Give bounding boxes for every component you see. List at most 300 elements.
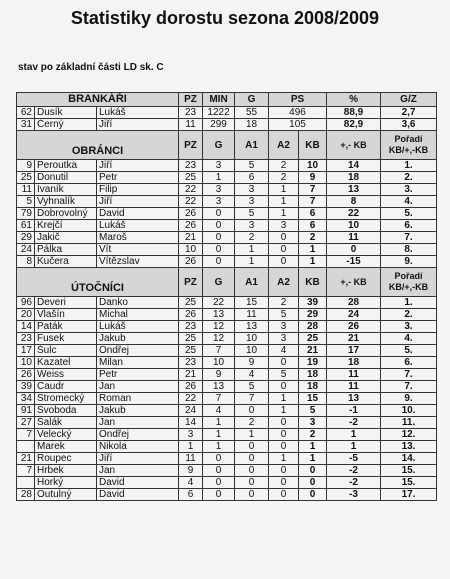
- save-percentage: 82,9: [327, 119, 381, 131]
- points: 1: [299, 256, 327, 268]
- rank: 4.: [381, 196, 437, 208]
- player-first-name: Jan: [97, 465, 179, 477]
- first-assists: 6: [235, 172, 269, 184]
- points: 29: [299, 309, 327, 321]
- column-header: Pořadí KB/+,-KB: [381, 131, 437, 160]
- first-assists: 5: [235, 381, 269, 393]
- forward-row: [17, 405, 437, 417]
- jersey-number: 62: [17, 107, 35, 119]
- points: 0: [299, 465, 327, 477]
- statistics-table: [16, 92, 437, 501]
- player-first-name: Vít: [97, 244, 179, 256]
- goals: 7: [203, 345, 235, 357]
- defender-row: [17, 220, 437, 232]
- saves: 105: [269, 119, 327, 131]
- plus-minus: -5: [327, 453, 381, 465]
- player-first-name: Ondřej: [97, 429, 179, 441]
- second-assists: 0: [269, 381, 299, 393]
- goals-per-game: 3,6: [381, 119, 437, 131]
- games-played: 6: [179, 489, 203, 501]
- jersey-number: 21: [17, 453, 35, 465]
- second-assists: 1: [269, 453, 299, 465]
- save-percentage: 88,9: [327, 107, 381, 119]
- rank: 1.: [381, 160, 437, 172]
- column-header: A2: [269, 268, 299, 297]
- rank: 8.: [381, 244, 437, 256]
- jersey-number: [17, 477, 35, 489]
- points: 10: [299, 160, 327, 172]
- games-played: 26: [179, 220, 203, 232]
- jersey-number: 79: [17, 208, 35, 220]
- player-first-name: Jan: [97, 417, 179, 429]
- plus-minus: 1: [327, 429, 381, 441]
- column-header: G: [203, 268, 235, 297]
- player-first-name: Petr: [97, 369, 179, 381]
- goals: 0: [203, 489, 235, 501]
- rank: 6.: [381, 220, 437, 232]
- column-header: A1: [235, 268, 269, 297]
- rank: 10.: [381, 405, 437, 417]
- jersey-number: 11: [17, 184, 35, 196]
- defender-row: [17, 184, 437, 196]
- forward-row: [17, 417, 437, 429]
- column-header: PS: [269, 93, 327, 107]
- column-header: G/Z: [381, 93, 437, 107]
- goals: 3: [203, 160, 235, 172]
- forward-row: [17, 477, 437, 489]
- player-surname: Černý: [35, 119, 97, 131]
- jersey-number: 23: [17, 333, 35, 345]
- plus-minus: 22: [327, 208, 381, 220]
- points: 6: [299, 208, 327, 220]
- games-played: 24: [179, 405, 203, 417]
- player-first-name: Vítězslav: [97, 256, 179, 268]
- second-assists: 0: [269, 232, 299, 244]
- second-assists: 1: [269, 196, 299, 208]
- player-first-name: Lukáš: [97, 220, 179, 232]
- player-first-name: Nikola: [97, 441, 179, 453]
- player-surname: Krejčí: [35, 220, 97, 232]
- player-first-name: Maroš: [97, 232, 179, 244]
- goals: 0: [203, 256, 235, 268]
- goals: 1: [203, 417, 235, 429]
- plus-minus: 17: [327, 345, 381, 357]
- goals: 0: [203, 220, 235, 232]
- player-surname: Dusík: [35, 107, 97, 119]
- player-first-name: Jiří: [97, 160, 179, 172]
- player-surname: Outulný: [35, 489, 97, 501]
- goals: 9: [203, 369, 235, 381]
- minutes: 1222: [203, 107, 235, 119]
- plus-minus: 13: [327, 393, 381, 405]
- forward-row: [17, 381, 437, 393]
- points: 25: [299, 333, 327, 345]
- first-assists: 0: [235, 465, 269, 477]
- defender-row: [17, 232, 437, 244]
- points: 6: [299, 220, 327, 232]
- plus-minus: 18: [327, 357, 381, 369]
- column-header: +,- KB: [327, 268, 381, 297]
- rank: 4.: [381, 333, 437, 345]
- rank: 15.: [381, 465, 437, 477]
- player-surname: Donutil: [35, 172, 97, 184]
- goals: 3: [203, 196, 235, 208]
- player-surname: Hrbek: [35, 465, 97, 477]
- jersey-number: 27: [17, 417, 35, 429]
- player-first-name: Ondřej: [97, 345, 179, 357]
- forward-row: [17, 345, 437, 357]
- forwards-section-title: ÚTOČNÍCI: [17, 268, 179, 297]
- goals: 7: [203, 393, 235, 405]
- first-assists: 3: [235, 220, 269, 232]
- second-assists: 5: [269, 309, 299, 321]
- first-assists: 3: [235, 184, 269, 196]
- points: 0: [299, 477, 327, 489]
- plus-minus: 28: [327, 297, 381, 309]
- first-assists: 15: [235, 297, 269, 309]
- games-played: 21: [179, 232, 203, 244]
- points: 5: [299, 405, 327, 417]
- goals: 22: [203, 297, 235, 309]
- games-played: 21: [179, 369, 203, 381]
- games-played: 25: [179, 297, 203, 309]
- goals: 12: [203, 321, 235, 333]
- goals: 0: [203, 208, 235, 220]
- defenders-section: [17, 131, 437, 268]
- plus-minus: -3: [327, 489, 381, 501]
- first-assists: 1: [235, 429, 269, 441]
- jersey-number: 34: [17, 393, 35, 405]
- jersey-number: 7: [17, 429, 35, 441]
- defender-row: [17, 160, 437, 172]
- saves: 496: [269, 107, 327, 119]
- second-assists: 0: [269, 357, 299, 369]
- plus-minus: -2: [327, 477, 381, 489]
- defenders-header-row: [17, 131, 437, 160]
- points: 39: [299, 297, 327, 309]
- first-assists: 13: [235, 321, 269, 333]
- rank: 17.: [381, 489, 437, 501]
- jersey-number: 91: [17, 405, 35, 417]
- column-header: KB: [299, 268, 327, 297]
- plus-minus: 26: [327, 321, 381, 333]
- second-assists: 3: [269, 220, 299, 232]
- points: 3: [299, 417, 327, 429]
- column-header: A2: [269, 131, 299, 160]
- player-first-name: David: [97, 489, 179, 501]
- goals-per-game: 2,7: [381, 107, 437, 119]
- second-assists: 1: [269, 405, 299, 417]
- second-assists: 2: [269, 297, 299, 309]
- forward-row: [17, 393, 437, 405]
- rank: 7.: [381, 369, 437, 381]
- goalkeepers-header-row: [17, 93, 437, 107]
- player-surname: Vlašín: [35, 309, 97, 321]
- forwards-header-row: [17, 268, 437, 297]
- goals: 13: [203, 381, 235, 393]
- second-assists: 0: [269, 429, 299, 441]
- rank: 12.: [381, 429, 437, 441]
- points: 0: [299, 489, 327, 501]
- games-played: 26: [179, 309, 203, 321]
- points: 1: [299, 441, 327, 453]
- second-assists: 0: [269, 244, 299, 256]
- first-assists: 4: [235, 369, 269, 381]
- player-surname: Fusek: [35, 333, 97, 345]
- second-assists: 0: [269, 256, 299, 268]
- points: 7: [299, 184, 327, 196]
- plus-minus: 11: [327, 369, 381, 381]
- goalkeepers-section: [17, 93, 437, 131]
- player-first-name: Lukáš: [97, 107, 179, 119]
- games-played: 22: [179, 393, 203, 405]
- jersey-number: 25: [17, 172, 35, 184]
- games-played: 23: [179, 107, 203, 119]
- plus-minus: 8: [327, 196, 381, 208]
- rank: 5.: [381, 345, 437, 357]
- plus-minus: -2: [327, 465, 381, 477]
- points: 7: [299, 196, 327, 208]
- jersey-number: 96: [17, 297, 35, 309]
- column-header: KB: [299, 131, 327, 160]
- page-title: Statistiky dorostu sezona 2008/2009: [70, 8, 380, 28]
- forward-row: [17, 429, 437, 441]
- jersey-number: 24: [17, 244, 35, 256]
- rank: 15.: [381, 477, 437, 489]
- column-header: PZ: [179, 131, 203, 160]
- first-assists: 10: [235, 345, 269, 357]
- first-assists: 10: [235, 333, 269, 345]
- player-surname: Stromecký: [35, 393, 97, 405]
- second-assists: 5: [269, 369, 299, 381]
- rank: 2.: [381, 309, 437, 321]
- games-played: 1: [179, 441, 203, 453]
- goals: 1: [203, 441, 235, 453]
- jersey-number: 9: [17, 160, 35, 172]
- first-assists: 2: [235, 417, 269, 429]
- second-assists: 2: [269, 172, 299, 184]
- first-assists: 1: [235, 256, 269, 268]
- forward-row: [17, 453, 437, 465]
- second-assists: 1: [269, 393, 299, 405]
- player-first-name: Jiří: [97, 453, 179, 465]
- points: 2: [299, 429, 327, 441]
- goals: 4: [203, 405, 235, 417]
- player-surname: Marek: [35, 441, 97, 453]
- player-surname: Svoboda: [35, 405, 97, 417]
- player-first-name: Lukáš: [97, 321, 179, 333]
- points: 1: [299, 453, 327, 465]
- forward-row: [17, 369, 437, 381]
- jersey-number: 39: [17, 381, 35, 393]
- player-first-name: Michal: [97, 309, 179, 321]
- player-surname: Velecký: [35, 429, 97, 441]
- forward-row: [17, 309, 437, 321]
- plus-minus: 13: [327, 184, 381, 196]
- forward-row: [17, 465, 437, 477]
- defender-row: [17, 244, 437, 256]
- points: 9: [299, 172, 327, 184]
- points: 19: [299, 357, 327, 369]
- player-surname: Jakič: [35, 232, 97, 244]
- games-played: 11: [179, 453, 203, 465]
- second-assists: 0: [269, 489, 299, 501]
- forward-row: [17, 297, 437, 309]
- player-first-name: Danko: [97, 297, 179, 309]
- goals: 1: [203, 172, 235, 184]
- player-surname: Weiss: [35, 369, 97, 381]
- goals: 0: [203, 232, 235, 244]
- goals: 0: [203, 477, 235, 489]
- forward-row: [17, 357, 437, 369]
- jersey-number: 17: [17, 345, 35, 357]
- games-played: 26: [179, 208, 203, 220]
- column-header: G: [235, 93, 269, 107]
- points: 2: [299, 232, 327, 244]
- column-header: Pořadí KB/+,-KB: [381, 268, 437, 297]
- player-first-name: David: [97, 477, 179, 489]
- jersey-number: 10: [17, 357, 35, 369]
- player-surname: Ivaník: [35, 184, 97, 196]
- player-first-name: Petr: [97, 172, 179, 184]
- points: 28: [299, 321, 327, 333]
- games-played: 14: [179, 417, 203, 429]
- games-played: 25: [179, 172, 203, 184]
- player-surname: Peroutka: [35, 160, 97, 172]
- player-first-name: Jiří: [97, 196, 179, 208]
- player-first-name: David: [97, 208, 179, 220]
- first-assists: 3: [235, 196, 269, 208]
- column-header: G: [203, 131, 235, 160]
- games-played: 25: [179, 345, 203, 357]
- jersey-number: 14: [17, 321, 35, 333]
- goals: 0: [203, 244, 235, 256]
- page-subtitle: stav po základní části LD sk. C: [18, 62, 164, 73]
- column-header: %: [327, 93, 381, 107]
- rank: 7.: [381, 381, 437, 393]
- goals: 0: [203, 465, 235, 477]
- first-assists: 0: [235, 489, 269, 501]
- plus-minus: -15: [327, 256, 381, 268]
- rank: 9.: [381, 393, 437, 405]
- second-assists: 0: [269, 477, 299, 489]
- goalkeeper-row: [17, 119, 437, 131]
- player-surname: Kazatel: [35, 357, 97, 369]
- column-header: +,- KB: [327, 131, 381, 160]
- games-played: 26: [179, 381, 203, 393]
- jersey-number: 61: [17, 220, 35, 232]
- rank: 11.: [381, 417, 437, 429]
- goals: 3: [203, 184, 235, 196]
- defender-row: [17, 208, 437, 220]
- second-assists: 1: [269, 208, 299, 220]
- player-surname: Dobrovolný: [35, 208, 97, 220]
- games-played: 23: [179, 160, 203, 172]
- player-surname: Caudr: [35, 381, 97, 393]
- player-surname: Deveri: [35, 297, 97, 309]
- forward-row: [17, 441, 437, 453]
- player-surname: Paták: [35, 321, 97, 333]
- first-assists: 5: [235, 208, 269, 220]
- player-first-name: Jakub: [97, 405, 179, 417]
- column-header: A1: [235, 131, 269, 160]
- column-header: PZ: [179, 93, 203, 107]
- plus-minus: 21: [327, 333, 381, 345]
- plus-minus: 11: [327, 232, 381, 244]
- plus-minus: 18: [327, 172, 381, 184]
- jersey-number: 29: [17, 232, 35, 244]
- first-assists: 11: [235, 309, 269, 321]
- first-assists: 9: [235, 357, 269, 369]
- second-assists: 3: [269, 333, 299, 345]
- player-first-name: Milan: [97, 357, 179, 369]
- rank: 14.: [381, 453, 437, 465]
- goals-against: 18: [235, 119, 269, 131]
- player-first-name: Jan: [97, 381, 179, 393]
- plus-minus: 1: [327, 441, 381, 453]
- goals: 10: [203, 357, 235, 369]
- forward-row: [17, 489, 437, 501]
- minutes: 299: [203, 119, 235, 131]
- first-assists: 7: [235, 393, 269, 405]
- rank: 3.: [381, 184, 437, 196]
- games-played: 26: [179, 256, 203, 268]
- forwards-section: [17, 268, 437, 501]
- goals: 13: [203, 309, 235, 321]
- player-surname: Roupec: [35, 453, 97, 465]
- player-surname: Horký: [35, 477, 97, 489]
- goals: 12: [203, 333, 235, 345]
- column-header: PZ: [179, 268, 203, 297]
- player-first-name: Roman: [97, 393, 179, 405]
- games-played: 11: [179, 119, 203, 131]
- second-assists: 0: [269, 417, 299, 429]
- second-assists: 2: [269, 160, 299, 172]
- plus-minus: 24: [327, 309, 381, 321]
- jersey-number: 5: [17, 196, 35, 208]
- forward-row: [17, 333, 437, 345]
- plus-minus: 11: [327, 381, 381, 393]
- goals: 1: [203, 429, 235, 441]
- first-assists: 2: [235, 232, 269, 244]
- forward-row: [17, 321, 437, 333]
- games-played: 25: [179, 333, 203, 345]
- points: 18: [299, 381, 327, 393]
- goalkeeper-row: [17, 107, 437, 119]
- defender-row: [17, 256, 437, 268]
- first-assists: 0: [235, 477, 269, 489]
- first-assists: 0: [235, 441, 269, 453]
- first-assists: 5: [235, 160, 269, 172]
- player-first-name: Jakub: [97, 333, 179, 345]
- games-played: 10: [179, 244, 203, 256]
- rank: 6.: [381, 357, 437, 369]
- plus-minus: -2: [327, 417, 381, 429]
- second-assists: 3: [269, 321, 299, 333]
- games-played: 22: [179, 184, 203, 196]
- player-surname: Vyhnalík: [35, 196, 97, 208]
- goalkeepers-section-title: BRANKÁŘI: [17, 93, 179, 107]
- player-surname: Šulc: [35, 345, 97, 357]
- jersey-number: 26: [17, 369, 35, 381]
- points: 1: [299, 244, 327, 256]
- points: 15: [299, 393, 327, 405]
- first-assists: 0: [235, 453, 269, 465]
- plus-minus: 10: [327, 220, 381, 232]
- jersey-number: 28: [17, 489, 35, 501]
- goals: 0: [203, 453, 235, 465]
- defenders-section-title: OBRÁNCI: [17, 131, 179, 160]
